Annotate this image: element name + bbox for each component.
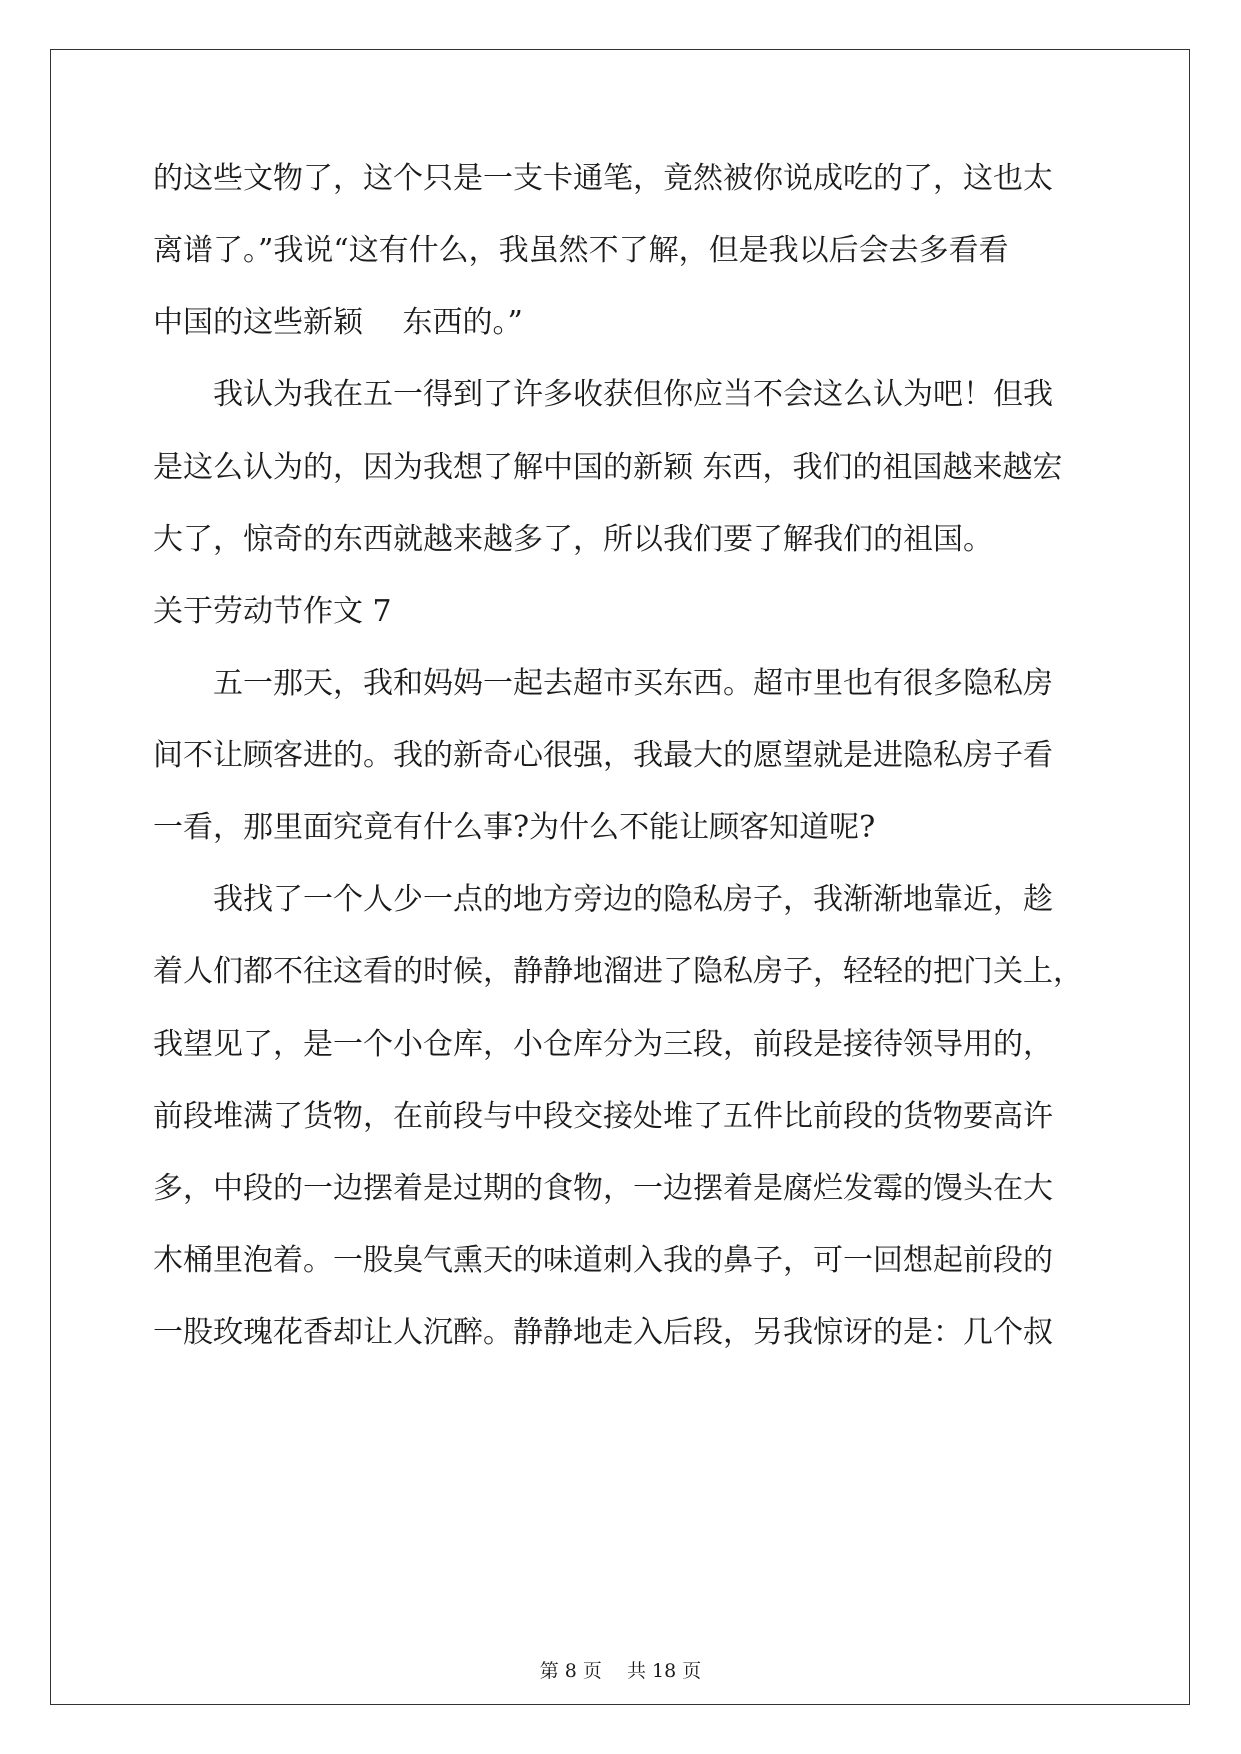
text-line: 我找了一个人少一点的地方旁边的隐私房子，我渐渐地靠近，趁 xyxy=(153,882,1053,917)
text-line: 间不让顾客进的。我的新奇心很强，我最大的愿望就是进隐私房子看 xyxy=(153,738,1053,773)
page-number: 第 8 页 共 18 页 xyxy=(539,1660,702,1682)
page-footer xyxy=(0,1656,1241,1683)
text-line: 大了，惊奇的东西就越来越多了，所以我们要了解我们的祖国。 xyxy=(153,522,993,557)
text-line: 离谱了。”我说“这有什么，我虽然不了解，但是我以后会去多看看 xyxy=(153,233,1009,268)
text-line: 多，中段的一边摆着是过期的食物，一边摆着是腐烂发霉的馒头在大 xyxy=(153,1171,1053,1206)
text-line: 中国的这些新颖 东西的。” xyxy=(153,305,523,340)
text-line: 的这些文物了，这个只是一支卡通笔，竟然被你说成吃的了，这也太 xyxy=(153,161,1053,196)
text-line: 一股玫瑰花香却让人沉醉。静静地走入后段，另我惊讶的是：几个叔 xyxy=(153,1315,1053,1350)
text-line: 着人们都不往这看的时候，静静地溜进了隐私房子，轻轻的把门关上， xyxy=(153,954,1083,989)
text-line: 我望见了，是一个小仓库，小仓库分为三段，前段是接待领导用的， xyxy=(153,1027,1053,1062)
text-line: 我认为我在五一得到了许多收获但你应当不会这么认为吧！但我 xyxy=(153,377,1053,412)
text-line: 五一那天，我和妈妈一起去超市买东西。超市里也有很多隐私房 xyxy=(153,666,1053,701)
section-heading: 关于劳动节作文 7 xyxy=(153,594,392,629)
text-line: 木桶里泡着。一股臭气熏天的味道刺入我的鼻子，可一回想起前段的 xyxy=(153,1243,1053,1278)
text-line: 一看，那里面究竟有什么事?为什么不能让顾客知道呢? xyxy=(153,810,876,845)
page-border xyxy=(50,49,1190,1705)
text-line: 是这么认为的，因为我想了解中国的新颖 东西，我们的祖国越来越宏 xyxy=(153,450,1063,485)
text-line: 前段堆满了货物，在前段与中段交接处堆了五件比前段的货物要高许 xyxy=(153,1099,1053,1134)
